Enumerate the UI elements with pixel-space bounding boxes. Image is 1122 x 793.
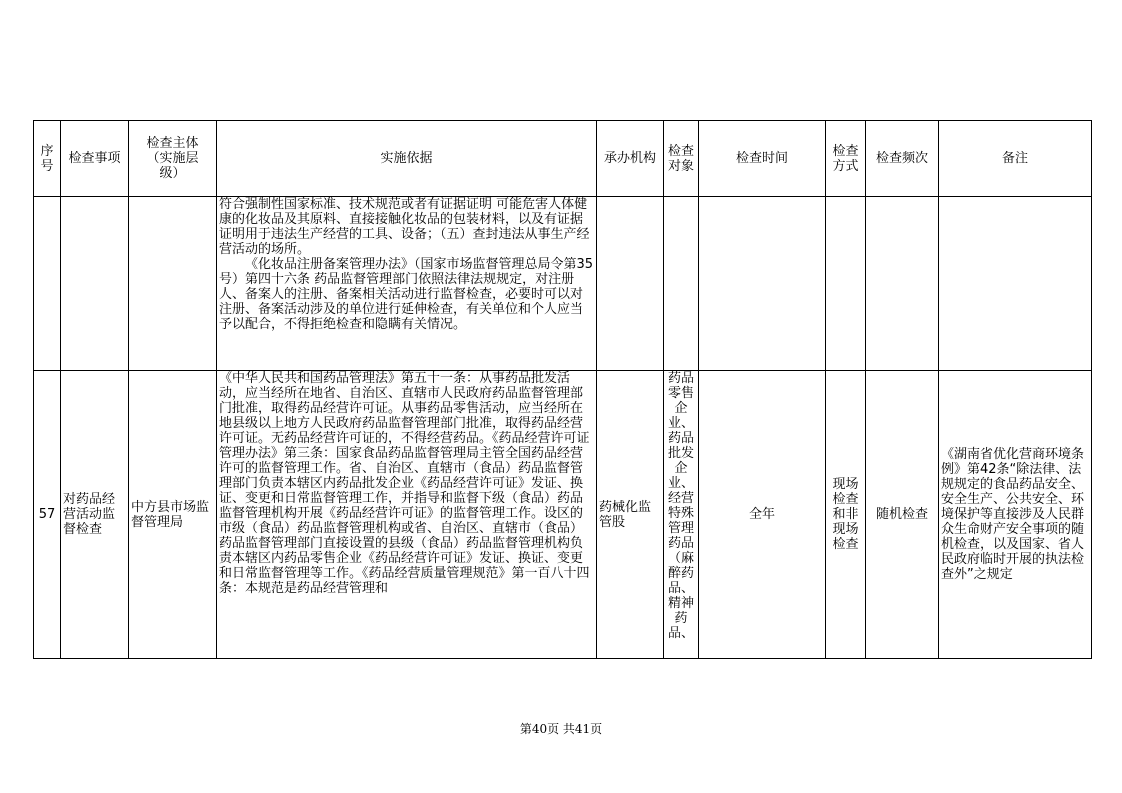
basis-paragraph-2: 《化妆品注册备案管理办法》（国家市场监督管理总局令第35号）第四十六条 药品监督管理部门依照法律法规规定，对注册人、备案人的注册、备案相关活动进行监督检查，必要时可以对注册、备案活动涉及的单位进行延伸检查，有关单位和个人应当予以配合，不得拒绝检查和隐瞒有关情况。 <box>219 257 594 332</box>
cell-time-empty <box>699 197 826 371</box>
cell-freq-empty <box>866 197 939 371</box>
header-seq: 序号 <box>34 121 61 197</box>
header-subject: 检查主体（实施层级） <box>129 121 217 197</box>
cell-subject-empty <box>129 197 217 371</box>
cell-item: 对药品经营活动监督检查 <box>61 371 129 659</box>
header-object: 检查对象 <box>664 121 699 197</box>
inspection-table <box>33 120 1092 659</box>
table-row-continued <box>34 197 1092 371</box>
header-dept: 承办机构 <box>597 121 664 197</box>
cell-method: 现场检查和非现场检查 <box>826 371 866 659</box>
cell-object: 药品零售企业、药品批发企业、经营特殊管理药品（麻醉药品、精神药品、 <box>664 371 699 659</box>
cell-seq-empty <box>34 197 61 371</box>
cell-object-empty <box>664 197 699 371</box>
header-basis: 实施依据 <box>217 121 597 197</box>
header-method: 检查方式 <box>826 121 866 197</box>
cell-notes: 《湖南省优化营商环境条例》第42条“除法律、法规规定的食品药品安全、安全生产、公共安全、环境保护等直接涉及人民群众生命财产安全事项的随机检查，以及国家、省人民政府临时开展的执法检查外”之规定 <box>939 371 1092 659</box>
cell-time: 全年 <box>699 371 826 659</box>
header-item: 检查事项 <box>61 121 129 197</box>
cell-freq: 随机检查 <box>866 371 939 659</box>
cell-basis-continued <box>217 197 597 371</box>
cell-dept: 药械化监管股 <box>597 371 664 659</box>
basis-paragraph-1: 符合强制性国家标准、技术规范或者有证据证明 可能危害人体健康的化妆品及其原料、直接接触化妆品的包装材料，以及有证据证明用于违法生产经营的工具、设备；（五）查封违法从事生产经营活动的场所。 <box>219 197 590 257</box>
page-footer: 第40页 共41页 <box>519 722 603 736</box>
header-time: 检查时间 <box>699 121 826 197</box>
cell-dept-empty <box>597 197 664 371</box>
header-row <box>34 121 1092 197</box>
cell-subject: 中方县市场监督管理局 <box>129 371 217 659</box>
cell-item-empty <box>61 197 129 371</box>
cell-method-empty <box>826 197 866 371</box>
table-row-57 <box>34 371 1092 659</box>
cell-seq: 57 <box>34 371 61 659</box>
cell-notes-empty <box>939 197 1092 371</box>
header-freq: 检查频次 <box>866 121 939 197</box>
cell-basis: 《中华人民共和国药品管理法》第五十一条：从事药品批发活动，应当经所在地省、自治区、直辖市人民政府药品监督管理部门批准，取得药品经营许可证。从事药品零售活动，应当经所在地县级以上地方人民政府药品监督管理部门批准，取得药品经营许可证。无药品经营许可证的，不得经营药品。《药品经营许可证管理办法》第三条：国家食品药品监督管理局主管全国药品经营许可的监督管理工作。省、自治区、直辖市（食品）药品监督管理部门负责本辖区内药品批发企业《药品经营许可证》发证、换证、变更和日常监督管理工作，并指导和监督下级（食品）药品监督管理机构开展《药品经营许可证》的监督管理工作。设区的市级（食品）药品监督管理机构或省、自治区、直辖市（食品）药品监督管理部门直接设置的县级（食品）药品监督管理机构负责本辖区内药品零售企业《药品经营许可证》发证、换证、变更和日常监督管理等工作。《药品经营质量管理规范》第一百八十四条：本规范是药品经营管理和 <box>217 371 597 659</box>
header-notes: 备注 <box>939 121 1092 197</box>
